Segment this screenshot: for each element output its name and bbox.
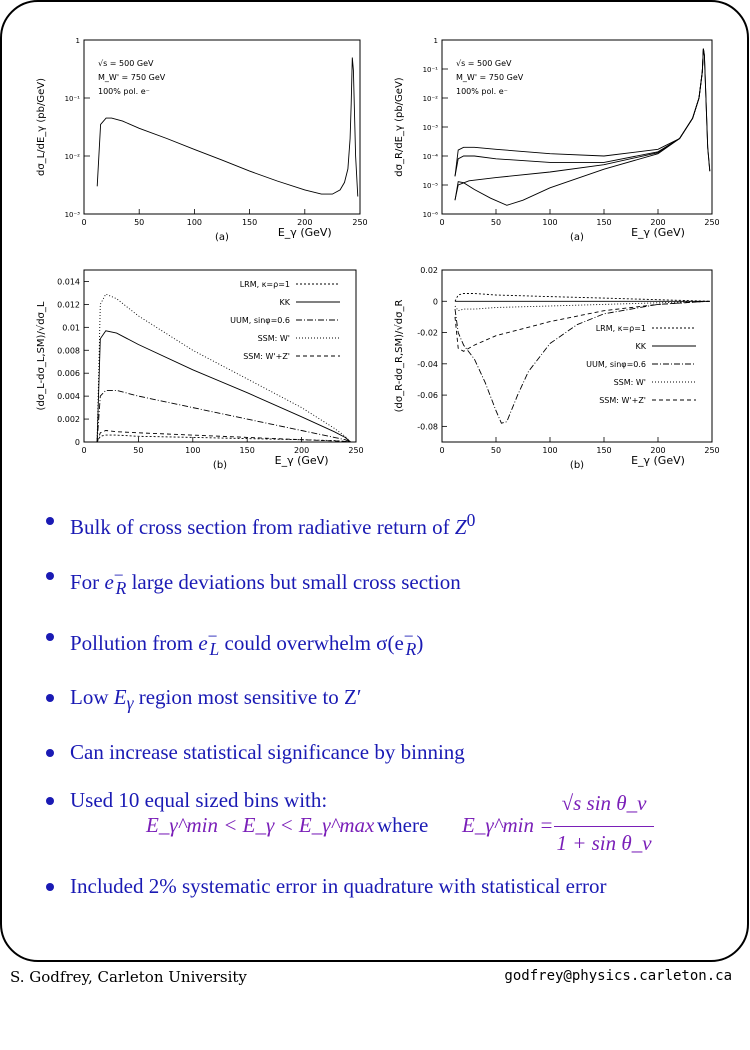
chart-1 [36, 37, 368, 243]
y-tick-label: 0.006 [57, 369, 80, 379]
y-tick-label: 0.008 [57, 346, 80, 356]
bullet-sub: γ [126, 693, 134, 714]
y-tick-label: 10⁻⁴ [422, 153, 438, 161]
bullet-sub: R [115, 578, 127, 599]
chart-annotation: 100% pol. e⁻ [456, 87, 508, 96]
series-line [97, 294, 351, 442]
x-tick-label: 200 [650, 446, 666, 455]
x-tick-label: 0 [81, 446, 87, 455]
y-tick-label: 10⁻³ [64, 211, 80, 219]
bullet-math: Z [454, 515, 467, 539]
y-axis-label: (dσ_R-dσ_R,SM)/√dσ_R [394, 299, 405, 413]
x-tick-label: 250 [352, 218, 368, 227]
x-tick-label: 50 [133, 446, 144, 455]
x-tick-label: 100 [186, 218, 203, 227]
bullet-item [42, 623, 722, 662]
y-tick-label: -0.04 [417, 359, 438, 369]
bullet-sup: − [207, 626, 218, 647]
bullet-list [42, 507, 722, 898]
legend-label: KK [635, 342, 646, 351]
chart-3 [36, 270, 364, 471]
formula-denominator: 1 + sin θ_v [556, 831, 652, 855]
x-tick-label: 200 [297, 218, 313, 227]
y-axis-label: dσ_L/dE_γ (pb/GeV) [36, 78, 47, 176]
x-tick-label: 150 [596, 218, 612, 227]
y-tick-label: 0.014 [57, 277, 80, 287]
x-tick-label: 100 [542, 218, 558, 227]
panel-label: (a) [215, 232, 229, 243]
x-tick-label: 100 [542, 446, 558, 455]
y-tick-label: -0.06 [417, 391, 438, 401]
footer-author: S. Godfrey, Carleton University [10, 968, 247, 986]
bullet-item [42, 562, 722, 601]
series-line [455, 301, 710, 310]
y-tick-label: -0.02 [417, 328, 438, 338]
chart-annotation: √s = 500 GeV [456, 59, 512, 68]
legend-label: LRM, κ=ρ=1 [595, 324, 646, 333]
footer-email: godfrey@physics.carleton.ca [504, 968, 732, 984]
bullet-text: Included 2% systematic error in quadrature with statistical error [70, 874, 607, 898]
formula-fraction-bar [554, 826, 654, 827]
bullet-text: Low [70, 685, 114, 710]
x-axis-label: E_γ (GeV) [277, 226, 332, 239]
bullet-item [42, 684, 722, 716]
bullet-dot-icon [46, 883, 54, 891]
y-tick-label: 0.004 [57, 392, 80, 402]
legend-label: SSM: W'+Z' [243, 352, 290, 361]
bullet-item [42, 507, 722, 540]
x-tick-label: 200 [293, 446, 310, 455]
y-tick-label: 10⁻³ [422, 124, 438, 132]
formula-left: E_γ^min < E_γ < E_γ^max [146, 813, 375, 837]
y-tick-label: -0.08 [417, 422, 438, 432]
x-tick-label: 0 [439, 218, 445, 227]
x-tick-label: 50 [490, 446, 502, 455]
x-tick-label: 250 [348, 446, 364, 455]
x-tick-label: 250 [704, 218, 720, 227]
y-tick-label: 10⁻⁵ [422, 182, 438, 190]
formula-numerator: √s sin θ_v [561, 791, 647, 815]
x-axis-label: E_γ (GeV) [631, 454, 685, 467]
bullet-sub: L [209, 639, 220, 660]
y-axis-label: (dσ_L-dσ_L,SM)/√dσ_L [36, 301, 47, 411]
chart-annotation: M_W' = 750 GeV [456, 73, 524, 82]
bullet-sup: − [113, 565, 124, 585]
y-tick-label: 0.002 [57, 415, 80, 425]
panel-label: (b) [212, 460, 228, 471]
y-tick-label: 0.01 [62, 323, 80, 333]
bullet-sup: − [403, 626, 414, 647]
charts-panel [2, 2, 750, 482]
chart-2 [394, 37, 720, 243]
formula-block [42, 791, 722, 857]
series-line [455, 294, 710, 302]
x-tick-label: 150 [239, 446, 255, 455]
bullet-text: ) [416, 631, 424, 656]
chart-frame [442, 270, 712, 442]
bullet-text: large deviations but small cross section [126, 570, 461, 594]
x-axis-label: E_γ (GeV) [631, 226, 685, 239]
chart-annotation: √s = 500 GeV [98, 59, 154, 68]
y-tick-label: 10⁻⁶ [422, 211, 438, 219]
chart-annotation: 100% pol. e⁻ [98, 87, 150, 96]
formula-right-lhs: E_γ^min = [462, 813, 554, 837]
panel-label: (b) [569, 460, 585, 471]
legend-label: SSM: W' [257, 334, 290, 343]
y-tick-label: 0 [74, 438, 80, 447]
bullet-text: Can increase statistical significance by binning [70, 739, 465, 764]
bullet-item [42, 873, 720, 899]
bullet-text: For [70, 570, 105, 594]
bullet-dot-icon [46, 749, 54, 757]
chart-4 [394, 266, 720, 471]
bullet-dot-icon [46, 572, 54, 580]
legend-label: LRM, κ=ρ=1 [239, 280, 290, 289]
bullet-text: Used 10 equal sized bins with: [70, 787, 328, 812]
bullet-sub: R [405, 639, 417, 660]
bullet-math: E [113, 685, 127, 710]
bullet-item [42, 739, 722, 765]
bullet-dot-icon [46, 633, 54, 641]
bullet-text: Bulk of cross section from radiative return of [70, 515, 455, 539]
y-tick-label: 1 [75, 37, 80, 45]
x-tick-label: 0 [439, 446, 445, 455]
bullet-math: e [198, 631, 208, 656]
bullet-math: e [104, 570, 114, 594]
series-line [455, 301, 710, 351]
y-tick-label: 0 [432, 297, 438, 307]
x-tick-label: 100 [185, 446, 201, 455]
legend-label: SSM: W' [613, 378, 646, 387]
chart-frame [84, 270, 356, 442]
y-tick-label: 10⁻² [64, 153, 80, 161]
legend-label: SSM: W'+Z' [599, 396, 646, 405]
x-tick-label: 150 [596, 446, 612, 455]
bullet-dot-icon [46, 517, 54, 525]
bullet-text: region most sensitive to Z′ [133, 685, 362, 710]
legend-label: KK [279, 298, 290, 307]
series-line [97, 390, 351, 442]
y-tick-label: 10⁻² [422, 95, 438, 103]
series-line [455, 301, 710, 423]
y-tick-label: 0.02 [420, 266, 438, 275]
bullet-text: could overwhelm σ(e [219, 631, 404, 656]
bullet-dot-icon [46, 694, 54, 702]
y-tick-label: 1 [433, 37, 438, 45]
y-tick-label: 10⁻¹ [422, 66, 438, 74]
x-tick-label: 0 [81, 218, 87, 227]
x-tick-label: 150 [241, 218, 258, 227]
chart-annotation: M_W' = 750 GeV [98, 73, 166, 82]
y-tick-label: 0.012 [57, 300, 80, 310]
x-tick-label: 250 [704, 446, 720, 455]
x-tick-label: 50 [134, 218, 145, 227]
y-axis-label: dσ_R/dE_γ (pb/GeV) [394, 77, 405, 177]
bullet-sup: 0 [466, 510, 476, 530]
formula-where: where [377, 813, 429, 837]
x-tick-label: 50 [490, 218, 502, 227]
x-axis-label: E_γ (GeV) [274, 454, 329, 467]
y-tick-label: 10⁻¹ [64, 95, 80, 103]
x-tick-label: 200 [650, 218, 666, 227]
panel-label: (a) [570, 232, 584, 243]
series-line [97, 331, 351, 442]
legend-label: UUM, sinφ=0.6 [586, 360, 646, 369]
bullet-text: Pollution from [70, 631, 199, 656]
legend-label: UUM, sinφ=0.6 [230, 316, 290, 325]
